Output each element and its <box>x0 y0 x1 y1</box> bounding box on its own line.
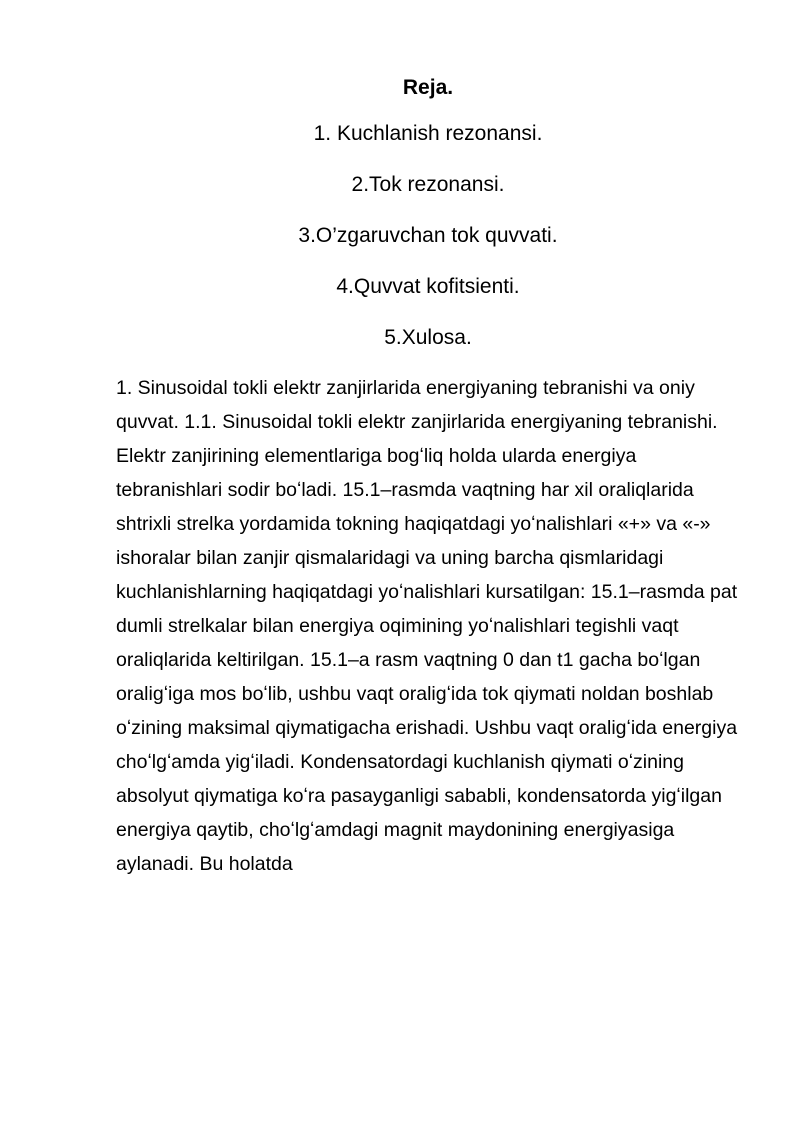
plan-item: 1. Kuchlanish rezonansi. <box>313 122 543 145</box>
plan-item: 2.Tok rezonansi. <box>351 173 505 196</box>
plan-item: 4.Quvvat kofitsienti. <box>336 275 520 298</box>
plan-item: 5.Xulosa. <box>384 326 472 349</box>
document-title: Reja. <box>402 76 454 99</box>
body-paragraph: 1. Sinusoidal tokli elektr zanjirlarida energiyaning tebranishi va oniy quvvat. 1.1. Sinusoidal tokli elektr zanjirlarida energiyaning tebranishi. Elektr zanjirining elementlariga bogʻliq holda ularda energiya tebranishlari sodir boʻladi. 15.1–rasmda vaqtning har xil oraliqlarida shtrixli strelka yordamida tokning haqiqatdagi yoʻnalishlari «+» va «-» ishoralar bilan zanjir qismalaridagi va uning barcha qismlaridagi kuchlanishlarning haqiqatdagi yoʻnalishlari kursatilgan: 15.1–rasmda pat dumli strelkalar bilan energiya oqimining yoʻnalishlari tegishli vaqt oraliqlarida keltirilgan. 15.1–a rasm vaqtning 0 dan t1 gacha boʻlgan oraligʻiga mos boʻlib, ushbu vaqt oraligʻida tok qiymati noldan boshlab oʻzining maksimal qiymatigacha erishadi. Ushbu vaqt oraligʻida energiya choʻlgʻamda yigʻiladi. Kondensatordagi kuchlanish qiymati oʻzining absolyut qiymatiga koʻra pasayganligi sababli, kondensatorda yigʻilgan energiya qaytib, choʻlgʻamdagi magnit maydonining energiyasiga aylanadi. Bu holatda <box>116 377 738 875</box>
plan-list <box>116 108 740 363</box>
plan-item: 3.O’zgaruvchan tok quvvati. <box>298 224 558 247</box>
